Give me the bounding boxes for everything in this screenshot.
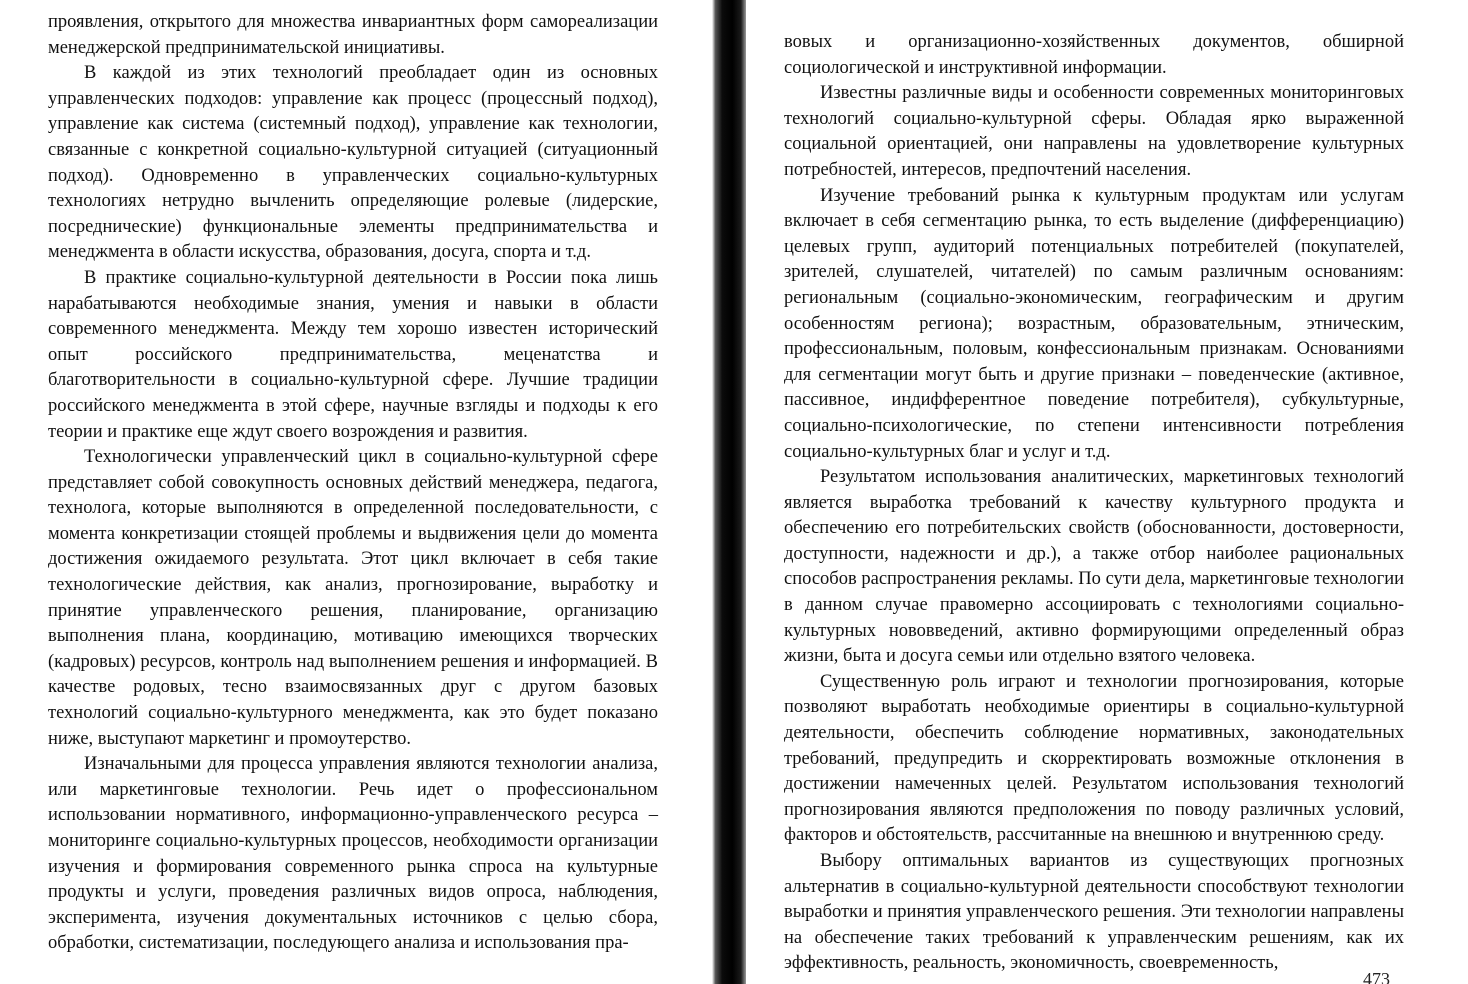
paragraph: проявления, открытого для множества инвариантных форм самореализации менеджерской предпринимательской инициативы. [48,12,658,58]
paragraph: Известны различные виды и особенности современных мониторинговых технологий социально-культурной сферы. Обладая ярко выраженной социальной ориентацией, они направлены на удовлетворение культурных потребностей, интересов, предпочтений населения. [784,83,1404,180]
paragraph: Существенную роль играют и технологии прогнозирования, которые позволяют выработать необходимые ориентиры в социально-культурной деятельности, обеспечить соблюдение нормативных, законодательных требований, предупредить и скорректировать возможные отклонения в достижении намеченных целей. Результатом использования технологий прогнозирования являются предположения по поводу различных условий, факторов и обстоятельств, рассчитанные на внешнюю и внутреннюю среду. [784,671,1404,846]
right-page [740,0,1468,984]
paragraph: В каждой из этих технологий преобладает один из основных управленческих подходов: управление как процесс (процессный подход), управление как система (системный подход), управление как технологии, связанные с конкретной социально-культурной ситуацией (ситуационный подход). Одновременно в управленческих социально-культурных технологиях нетрудно вычленить определяющие ролевые (лидерские, посреднические) функциональные элементы предпринимательства и менеджмента в области искусства, образования, досуга, спорта и т.д. [48,63,658,263]
paragraph: Результатом использования аналитических, маркетинговых технологий является выработка требований к качеству культурного продукта и обеспечению его потребительских свойств (обоснованности, достоверности, доступности, надежности и др.), а также отбор наиболее рациональных способов распространения рекламы. По сути дела, маркетинговые технологии в данном случае правомерно ассоциировать с технологиями социально-культурных нововведений, активно формирующими определенный образ жизни, быта и досуга семьи или отдельно взятого человека. [784,467,1404,667]
paragraph: Технологически управленческий цикл в социально-культурной сфере представляет собой совокупность основных действий менеджера, педагога, технолога, которые выполняются в определенной последовательности, с момента конкретизации стоящей проблемы и выдвижения цели до момента достижения ожидаемого результата. Этот цикл включает в себя такие технологические действия, как анализ, прогнозирование, выработку и принятие управленческого решения, планирование, организацию выполнения плана, координацию, мотивацию имеющихся творческих (кадровых) ресурсов, контроль над выполнением решения и информацией. В качестве родовых, тесно взаимосвязанных друг с другом базовых технологий социально-культурного менеджмента, как это будет показано ниже, выступают маркетинг и промоутерство. [48,447,658,749]
paragraph: В практике социально-культурной деятельности в России пока лишь нарабатываются необходимые знания, умения и навыки в области современного менеджмента. Между тем хорошо известен исторический опыт российского предпринимательства, меценатства и благотворительности в социально-культурной сфере. Лучшие традиции российского менеджмента в этой сфере, научные взгляды и подходы к его теории и практике еще ждут своего возрождения и развития. [48,267,658,442]
right-page-text [784,30,1404,977]
paragraph: Выбору оптимальных вариантов из существующих прогнозных альтернатив в социально-культурной деятельности способствуют технологии выработки и принятия управленческого решения. Эти технологии направлены на обеспечение таких требований к управленческим решениям, как их эффективность, реальность, экономичность, своевременность, [784,851,1404,974]
left-page [0,0,700,984]
left-page-text [48,10,658,957]
paragraph: вовых и организационно-хозяйственных документов, обширной социологической и инструктивной информации. [784,32,1404,78]
page-number: 473 [1363,969,1390,984]
paragraph: Изучение требований рынка к культурным продуктам или услугам включает в себя сегментацию рынка, то есть выделение (дифференциацию) целевых групп, аудиторий потенциальных потребителей (покупателей, зрителей, слушателей, читателей) по самым различным основаниям: региональным (социально-экономическим, географическим и другим особенностям региона); возрастным, образовательным, этническим, профессиональным, половым, конфессиональным признакам. Основаниями для сегментации могут быть и другие признаки – поведенческие (активное, пассивное, индифферентное поведение потребителя), субкультурные, социально-психологические, по степени интенсивности потребления социально-культурных благ и услуг и т.д. [784,185,1404,462]
paragraph: Изначальными для процесса управления являются технологии анализа, или маркетинговые технологии. Речь идет о профессиональном использовании нормативного, информационно-управленческого ресурса – мониторинге социально-культурных процессов, необходимости организации изучения и формирования современного рынка спроса на культурные продукты и услуги, проведения различных видов опроса, наблюдения, эксперимента, изучения документальных источников с целью сбора, обработки, систематизации, последующего анализа и использования пра- [48,754,658,954]
